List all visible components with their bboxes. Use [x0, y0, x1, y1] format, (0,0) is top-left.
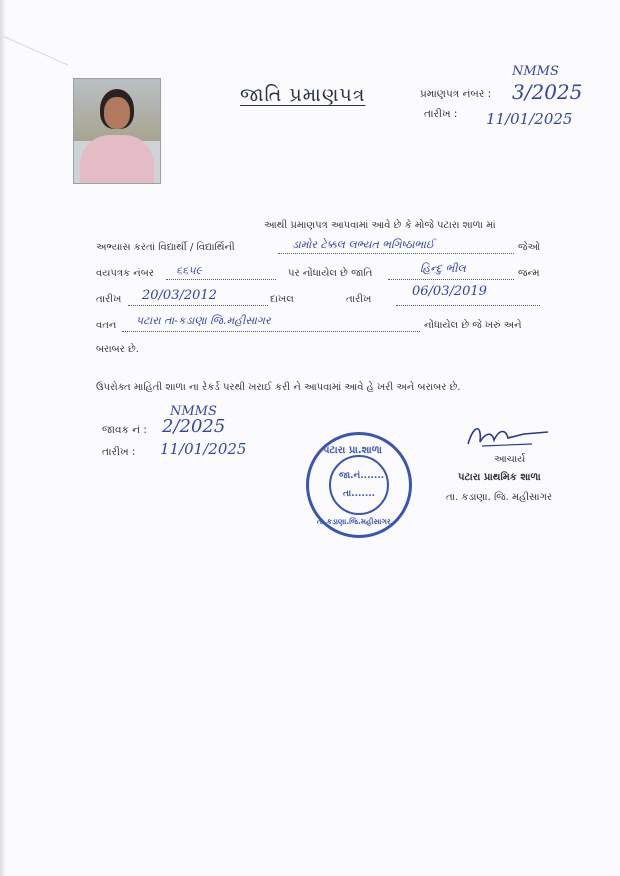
nmms-tag-top: NMMS	[512, 64, 559, 79]
seal-field-2: તા.......	[343, 489, 376, 499]
native-place-underline	[122, 331, 420, 332]
body-line-4-prefix: તારીખ	[96, 294, 122, 305]
seal-field-1: જા.નં.......	[339, 471, 385, 481]
footer-date-label: તારીખ :	[102, 446, 136, 458]
principal-label: આચાર્ય	[494, 454, 526, 465]
native-place: પટારા તા-કડાણા જિ.મહીસાગર	[136, 314, 271, 327]
principal-signature	[462, 418, 552, 454]
paper-fold-mark	[4, 36, 68, 65]
body-line-5-prefix: વતન	[96, 320, 117, 331]
footer-date-value: 11/01/2025	[160, 440, 247, 458]
birth-date-underline	[128, 305, 268, 306]
body-line-2-prefix: અભ્યાસ કરતાં વિદ્યાર્થી / વિદ્યાર્થિની	[96, 242, 235, 253]
student-name-underline	[278, 253, 514, 254]
photo-face	[104, 97, 130, 129]
seal-top-text: પટારા પ્રા.શાળા	[323, 445, 383, 456]
body-verification-line: ઉપરોક્ત માહિતી શાળા ના રેકર્ડ પરથી ખરાઈ કરી ને આપવામાં આવે હે ખરી અને બરાબર છે.	[96, 382, 461, 393]
admission-date: 06/03/2019	[412, 284, 487, 299]
paper-edge-shadow	[0, 0, 6, 876]
body-line-4-date-label: તારીખ	[346, 294, 372, 305]
nmms-tag-bottom: NMMS	[170, 404, 217, 419]
student-photo	[73, 78, 161, 184]
school-name-line: પટારા પ્રાથમિક શાળા	[458, 472, 541, 483]
birth-date: 20/03/2012	[142, 288, 217, 303]
body-line-3-mid: પર નોંધાયેલ છે જાતિ	[288, 268, 373, 279]
register-number: ૬૬૫૯	[176, 264, 203, 277]
body-line-2-suffix: જેઓ	[518, 242, 541, 253]
outward-number-value: 2/2025	[162, 416, 226, 437]
register-number-underline	[166, 279, 276, 280]
caste-value: હિન્દુ ભીલ	[420, 262, 466, 275]
photo-clothing	[80, 135, 154, 184]
caste-underline	[388, 279, 514, 280]
body-line-4-admission-label: દાખલ	[270, 294, 294, 305]
school-address-line: તા. કડાણા. જિ. મહીસાગર	[446, 492, 553, 503]
header-date-label: તારીખ :	[424, 108, 458, 120]
body-line-5-suffix: નોંધાયેલ છે જે ખરું અને	[424, 320, 522, 331]
certificate-number-label: પ્રમાણપત્ર નંબર :	[420, 88, 492, 100]
body-line-1: આથી પ્રમાણપત્ર આપવામાં આવે છે કે મોજે પટારા શાળા માં	[264, 220, 496, 231]
outward-number-label: જાવક નં :	[102, 424, 147, 436]
seal-bottom-text: તા.કડાણા.જિ.મહીસાગર	[317, 517, 391, 526]
body-line-6: બરાબર છે.	[96, 344, 139, 355]
admission-date-underline	[396, 305, 540, 306]
certificate-number-value: 3/2025	[512, 80, 583, 104]
body-line-3-suffix: જન્મ	[518, 268, 540, 279]
student-name: ડામોર ટેક્કલ લભ્યત ભગિષ્ઠાભાઈ	[292, 238, 435, 251]
seal-inner-ring	[329, 455, 389, 515]
header-date-value: 11/01/2025	[486, 110, 573, 128]
school-seal	[306, 432, 412, 538]
body-line-3-prefix: વયપત્રક નંબર	[96, 268, 154, 279]
certificate-title: જાતિ પ્રમાણપત્ર	[240, 84, 366, 106]
